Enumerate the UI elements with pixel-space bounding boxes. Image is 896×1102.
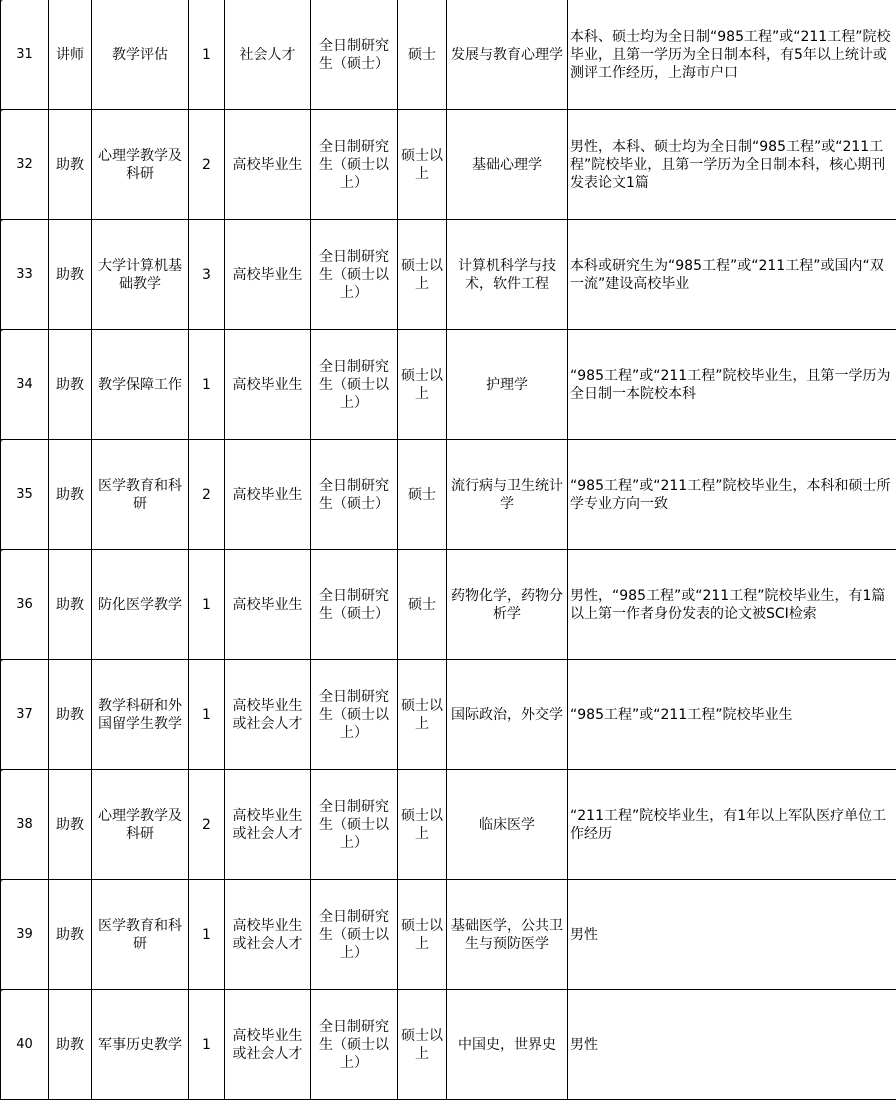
count-cell [189,660,225,770]
major-cell [447,660,568,770]
degree-requirement: 硕士以上 [401,147,443,182]
headcount: 1 [202,926,211,943]
major-requirement: 国际政治，外交学 [451,706,563,723]
position-cell [92,660,189,770]
degree-cell [398,660,447,770]
education-requirement: 全日制研究生（硕士） [319,37,389,72]
candidate-source: 社会人才 [239,46,296,63]
job-title: 助教 [56,486,84,503]
degree-requirement: 硕士以上 [401,1027,443,1062]
row-number [1,440,49,550]
job-title-cell [49,220,92,330]
row-number [1,220,49,330]
corner-mark [1,660,5,664]
corner-mark [1,330,5,334]
job-title-cell [49,880,92,990]
position-name: 教学评估 [112,46,168,63]
headcount: 1 [202,706,211,723]
source-cell [225,660,311,770]
degree-cell [398,220,447,330]
cell-text: 40 [16,1036,33,1052]
major-cell [447,440,568,550]
other-requirements-cell [568,660,896,770]
education-requirement: 全日制研究生（硕士以上） [319,358,389,411]
cell-text: 32 [16,156,33,172]
source-cell [225,880,311,990]
education-requirement: 全日制研究生（硕士） [319,477,389,512]
education-requirement: 全日制研究生（硕士以上） [319,688,389,741]
row-number [1,770,49,880]
cell-text: 38 [16,816,33,832]
position-name: 防化医学教学 [98,596,182,613]
major-requirement: 基础心理学 [472,156,542,173]
position-name: 教学保障工作 [98,376,182,393]
major-cell [447,550,568,660]
job-title: 助教 [56,1036,84,1053]
position-cell [92,990,189,1100]
candidate-source: 高校毕业生 [232,266,303,283]
table-row [1,110,896,220]
table-row [1,660,896,770]
position-name: 军事历史教学 [98,1036,182,1053]
degree-requirement: 硕士以上 [401,917,443,952]
other-requirements-cell [568,110,896,220]
job-title-cell [49,660,92,770]
candidate-source: 高校毕业生 [232,156,303,173]
headcount: 2 [202,486,211,503]
position-cell [92,110,189,220]
row-number [1,990,49,1100]
cell-text: 37 [16,706,33,722]
table-row [1,0,896,110]
education-cell [311,0,398,110]
table-row [1,990,896,1100]
major-cell [447,990,568,1100]
other-requirements: 男性 [570,926,598,943]
table-row [1,220,896,330]
job-title: 讲师 [56,46,84,63]
row-number [1,550,49,660]
education-requirement: 全日制研究生（硕士） [319,587,389,622]
degree-cell [398,880,447,990]
other-requirements-cell [568,990,896,1100]
candidate-source: 高校毕业生 [232,486,303,503]
row-number [1,880,49,990]
major-requirement: 护理学 [486,376,528,393]
education-requirement: 全日制研究生（硕士以上） [319,798,389,851]
degree-requirement: 硕士 [408,46,436,63]
position-cell [92,440,189,550]
candidate-source: 高校毕业生 [232,596,303,613]
degree-cell [398,770,447,880]
corner-mark [1,440,5,444]
source-cell [225,440,311,550]
job-title-cell [49,440,92,550]
cell-text: 36 [16,596,33,612]
position-cell [92,550,189,660]
other-requirements: “985工程”或“211工程”院校毕业生 [570,706,793,723]
corner-mark [1,550,5,554]
other-requirements-cell [568,550,896,660]
education-cell [311,110,398,220]
job-title-cell [49,770,92,880]
cell-text: 33 [16,266,33,282]
count-cell [189,220,225,330]
major-cell [447,110,568,220]
headcount: 2 [202,816,211,833]
count-cell [189,770,225,880]
position-name: 心理学教学及科研 [98,807,182,842]
education-cell [311,660,398,770]
degree-requirement: 硕士以上 [401,257,443,292]
position-name: 医学教育和科研 [98,477,182,512]
source-cell [225,770,311,880]
candidate-source: 高校毕业生或社会人才 [232,917,303,952]
job-title-cell [49,990,92,1100]
major-cell [447,0,568,110]
education-cell [311,440,398,550]
position-name: 教学科研和外国留学生教学 [98,697,182,732]
table-row [1,550,896,660]
job-title: 助教 [56,816,84,833]
education-cell [311,550,398,660]
headcount: 1 [202,596,211,613]
count-cell [189,440,225,550]
other-requirements: “985工程”或“211工程”院校毕业生，且第一学历为全日制一本院校本科 [570,367,891,402]
other-requirements-cell [568,440,896,550]
job-title: 助教 [56,926,84,943]
major-requirement: 基础医学，公共卫生与预防医学 [451,917,563,952]
degree-requirement: 硕士 [408,486,436,503]
count-cell [189,0,225,110]
position-cell [92,880,189,990]
source-cell [225,0,311,110]
major-requirement: 发展与教育心理学 [451,46,563,63]
source-cell [225,220,311,330]
job-title: 助教 [56,156,84,173]
table-body [1,0,896,1100]
degree-cell [398,550,447,660]
position-name: 医学教育和科研 [98,917,182,952]
other-requirements-cell [568,220,896,330]
job-title: 助教 [56,706,84,723]
other-requirements: 男性，“985工程”或“211工程”院校毕业生，有1篇以上第一作者身份发表的论文被SCI检索 [570,587,886,622]
job-title: 助教 [56,596,84,613]
cell-text: 31 [16,46,33,62]
job-title: 助教 [56,376,84,393]
education-cell [311,990,398,1100]
job-title-cell [49,110,92,220]
position-cell [92,220,189,330]
job-title-cell [49,550,92,660]
degree-requirement: 硕士以上 [401,697,443,732]
row-number [1,0,49,110]
degree-cell [398,990,447,1100]
job-title-cell [49,330,92,440]
other-requirements-cell [568,330,896,440]
position-cell [92,770,189,880]
degree-requirement: 硕士以上 [401,367,443,402]
degree-requirement: 硕士 [408,596,436,613]
position-name: 心理学教学及科研 [98,147,182,182]
major-requirement: 中国史，世界史 [458,1036,556,1053]
headcount: 2 [202,156,211,173]
education-requirement: 全日制研究生（硕士以上） [319,1018,389,1071]
table-row [1,770,896,880]
row-number [1,330,49,440]
education-requirement: 全日制研究生（硕士以上） [319,908,389,961]
major-cell [447,220,568,330]
degree-cell [398,440,447,550]
corner-mark [1,220,5,224]
candidate-source: 高校毕业生或社会人才 [232,697,303,732]
candidate-source: 高校毕业生或社会人才 [232,807,303,842]
source-cell [225,990,311,1100]
cell-text: 34 [16,376,33,392]
source-cell [225,330,311,440]
other-requirements: 男性，本科、硕士均为全日制“985工程”或“211工程”院校毕业，且第一学历为全日制本科，核心期刊发表论文1篇 [570,138,886,191]
job-title: 助教 [56,266,84,283]
candidate-source: 高校毕业生或社会人才 [232,1027,303,1062]
major-cell [447,330,568,440]
degree-cell [398,0,447,110]
table-row [1,880,896,990]
other-requirements: 本科、硕士均为全日制“985工程”或“211工程”院校毕业，且第一学历为全日制本科，有5年以上统计或测评工作经历，上海市户口 [570,28,891,81]
count-cell [189,330,225,440]
cell-text: 35 [16,486,33,502]
row-number [1,110,49,220]
table-row [1,330,896,440]
education-requirement: 全日制研究生（硕士以上） [319,138,389,191]
corner-mark [1,880,5,884]
cell-text: 39 [16,926,33,942]
major-requirement: 药物化学，药物分析学 [451,587,563,622]
education-cell [311,220,398,330]
corner-mark [1,990,5,994]
major-cell [447,880,568,990]
other-requirements-cell [568,880,896,990]
row-number [1,660,49,770]
major-requirement: 临床医学 [479,816,535,833]
degree-cell [398,110,447,220]
education-cell [311,770,398,880]
headcount: 1 [202,376,211,393]
position-cell [92,0,189,110]
degree-requirement: 硕士以上 [401,807,443,842]
position-cell [92,330,189,440]
source-cell [225,110,311,220]
count-cell [189,880,225,990]
job-title-cell [49,0,92,110]
headcount: 1 [202,1036,211,1053]
other-requirements-cell [568,770,896,880]
corner-mark [1,0,5,3]
count-cell [189,550,225,660]
corner-mark [1,110,5,114]
degree-cell [398,330,447,440]
candidate-source: 高校毕业生 [232,376,303,393]
other-requirements: “985工程”或“211工程”院校毕业生，本科和硕士所学专业方向一致 [570,477,891,512]
corner-mark [1,770,5,774]
count-cell [189,990,225,1100]
other-requirements: 本科或研究生为“985工程”或“211工程”或国内“双一流”建设高校毕业 [570,257,884,292]
headcount: 3 [202,266,211,283]
source-cell [225,550,311,660]
major-requirement: 流行病与卫生统计学 [451,477,563,512]
headcount: 1 [202,46,211,63]
education-cell [311,880,398,990]
major-cell [447,770,568,880]
table-row [1,440,896,550]
major-requirement: 计算机科学与技术，软件工程 [458,257,556,292]
other-requirements: “211工程”院校毕业生，有1年以上军队医疗单位工作经历 [570,807,887,842]
education-requirement: 全日制研究生（硕士以上） [319,248,389,301]
other-requirements: 男性 [570,1036,598,1053]
education-cell [311,330,398,440]
other-requirements-cell [568,0,896,110]
position-name: 大学计算机基础教学 [98,257,182,292]
count-cell [189,110,225,220]
